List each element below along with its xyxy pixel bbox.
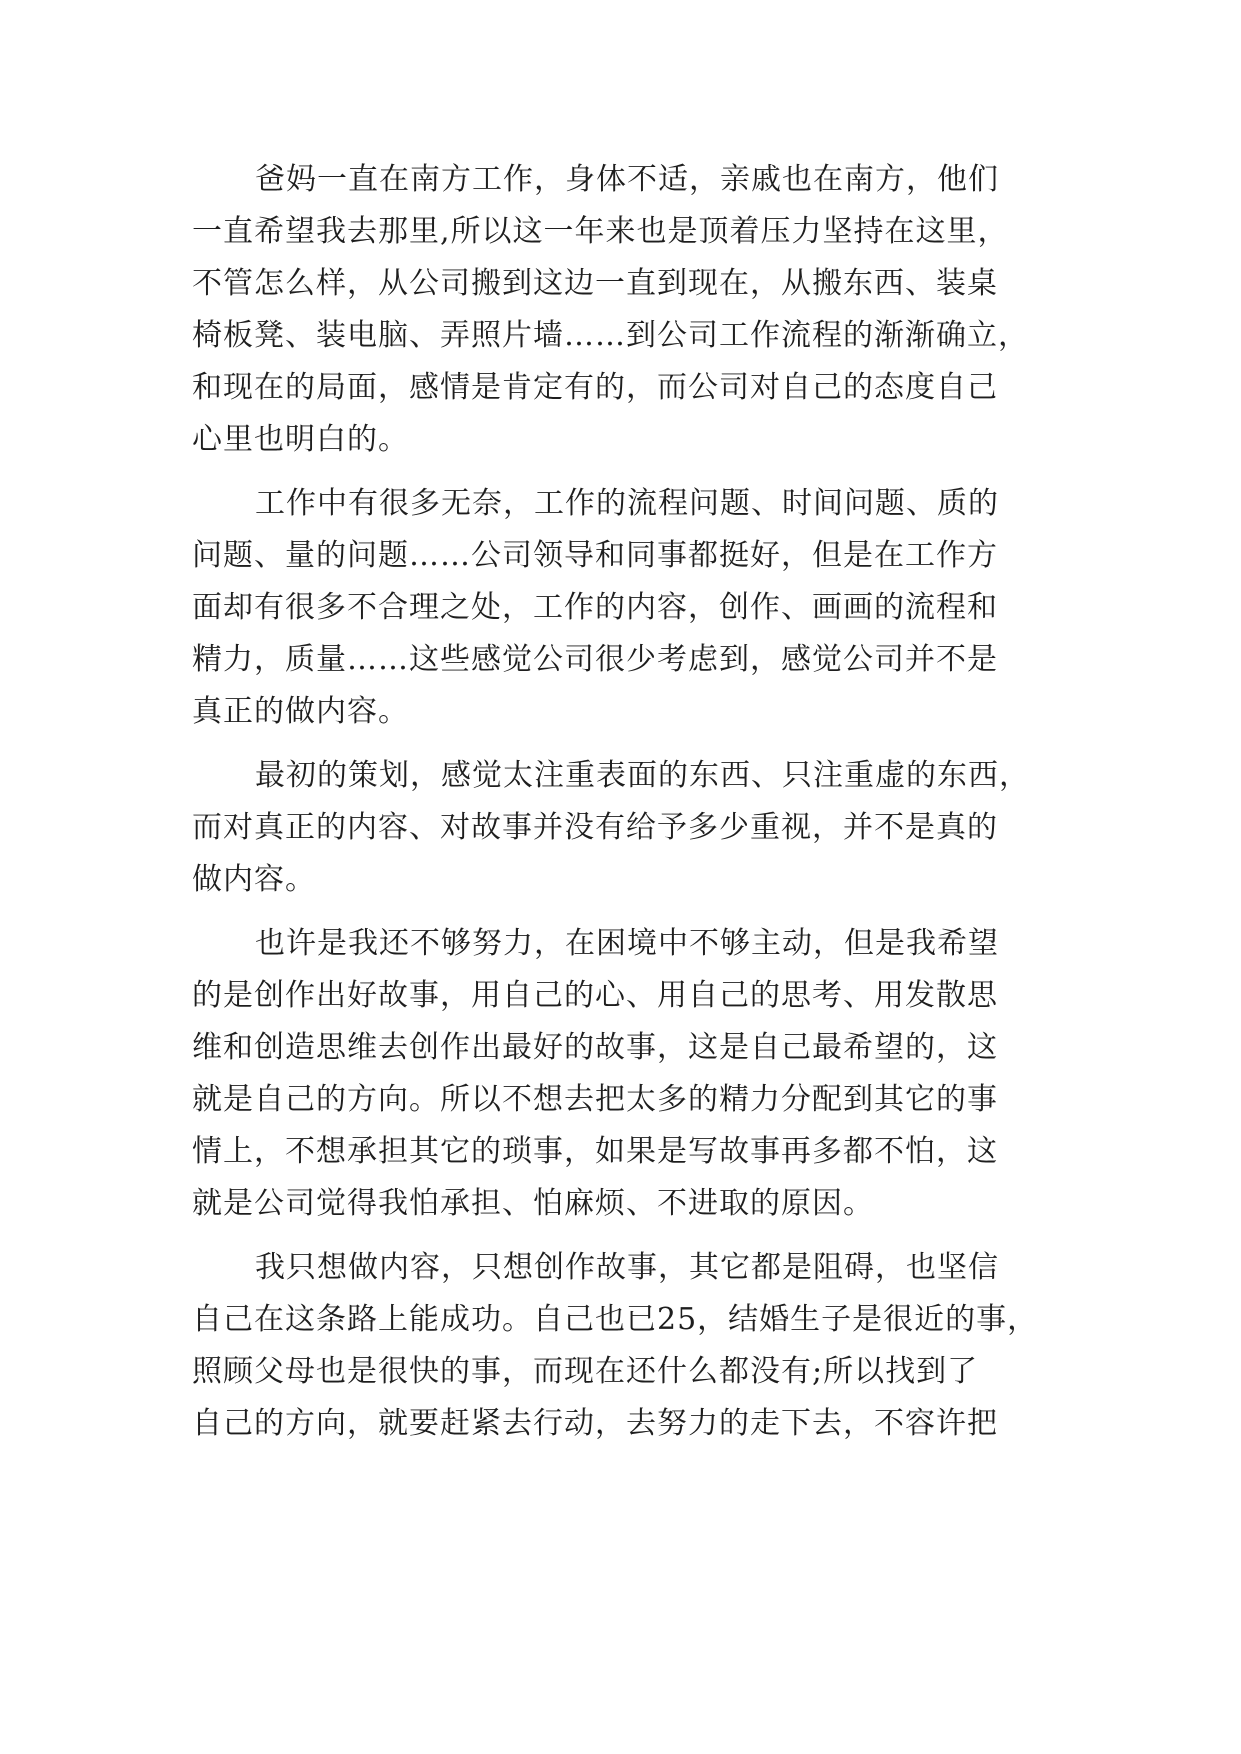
paragraph-3-line-2: 而对真正的内容、对故事并没有给予多少重视，并不是真的 [192,810,998,845]
paragraph-1-line-5: 和现在的局面，感情是肯定有的，而公司对自己的态度自己 [192,370,998,405]
paragraph-1-line-2: 一直希望我去那里,所以这一年来也是顶着压力坚持在这里， [192,214,1009,249]
paragraph-3-line-3: 做内容。 [192,862,316,897]
paragraph-1-line-6: 心里也明白的。 [192,422,409,457]
paragraph-5-line-1: 我只想做内容，只想创作故事，其它都是阻碍，也坚信 [255,1250,999,1285]
paragraph-4-line-5: 情上，不想承担其它的琐事，如果是写故事再多都不怕，这 [192,1134,998,1169]
paragraph-1-line-1: 爸妈一直在南方工作，身体不适，亲戚也在南方，他们 [255,162,999,197]
paragraph-1-line-3: 不管怎么样，从公司搬到这边一直到现在，从搬东西、装桌 [192,266,998,301]
paragraph-1-line-4: 椅板凳、装电脑、弄照片墙……到公司工作流程的渐渐确立， [192,318,1029,353]
paragraph-2-line-1: 工作中有很多无奈，工作的流程问题、时间问题、质的 [255,486,999,521]
paragraph-4-line-1: 也许是我还不够努力，在困境中不够主动，但是我希望 [255,926,999,961]
paragraph-2-line-4: 精力，质量……这些感觉公司很少考虑到，感觉公司并不是 [192,642,998,677]
paragraph-4-line-3: 维和创造思维去创作出最好的故事，这是自己最希望的，这 [192,1030,998,1065]
paragraph-2-line-2: 问题、量的问题……公司领导和同事都挺好，但是在工作方 [192,538,998,573]
paragraph-4-line-2: 的是创作出好故事，用自己的心、用自己的思考、用发散思 [192,978,998,1013]
paragraph-5-line-3: 照顾父母也是很快的事，而现在还什么都没有;所以找到了 [192,1354,979,1389]
paragraph-2-line-5: 真正的做内容。 [192,694,409,729]
paragraph-5-line-4: 自己的方向，就要赶紧去行动，去努力的走下去，不容许把 [192,1406,998,1441]
paragraph-4-line-4: 就是自己的方向。所以不想去把太多的精力分配到其它的事 [192,1082,998,1117]
paragraph-2-line-3: 面却有很多不合理之处，工作的内容，创作、画画的流程和 [192,590,998,625]
paragraph-5-line-2: 自己在这条路上能成功。自己也已25，结婚生子是很近的事， [192,1302,1039,1337]
paragraph-3-line-1: 最初的策划，感觉太注重表面的东西、只注重虚的东西， [255,758,1030,793]
paragraph-4-line-6: 就是公司觉得我怕承担、怕麻烦、不进取的原因。 [192,1186,874,1221]
